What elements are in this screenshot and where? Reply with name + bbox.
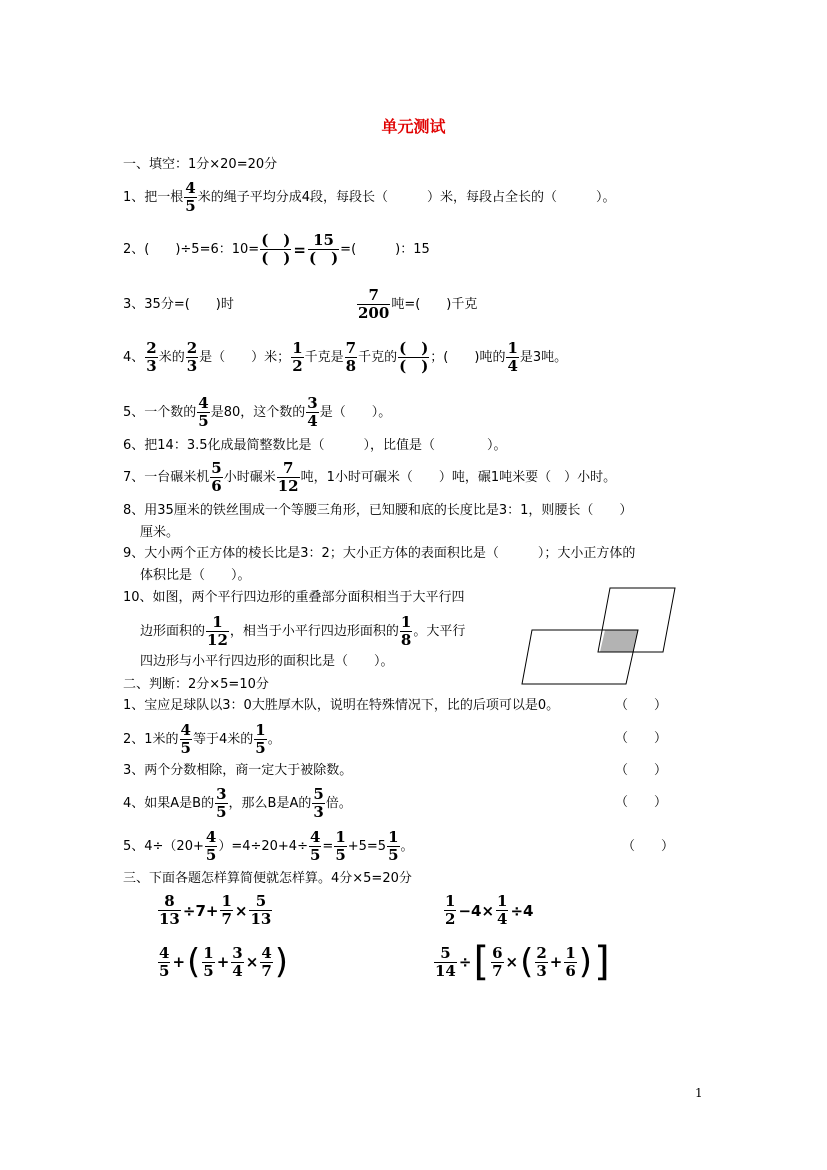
judge-4: 4、如果A是B的 $\frac{3}{5}$ ，那么B是A的 $\frac{5}{3}$ 倍。	[123, 785, 352, 821]
question-4: 4、 $\frac{2}{3}$ 米的 $\frac{2}{3}$ 是（ ）米； $\frac{1}{2}$ 千克是 $\frac{7}{8}$ 千克的 $\frac{( )}{( )}$ ；( )吨的 $\frac{1}{4}$ 是3吨。	[123, 339, 568, 375]
judge-3: 3、两个分数相除，商一定大于被除数。	[123, 763, 353, 778]
section-judgement: 二、判断：2分×5=10分	[123, 677, 269, 692]
judge-2: 2、1米的 $\frac{4}{5}$ 等于4米的 $\frac{1}{5}$ 。	[123, 721, 281, 757]
calc-3: $\frac{4}{5}$ +( $\frac{1}{5}$ + $\frac{3}{4}$ × $\frac{4}{7}$ )	[159, 942, 289, 982]
section-calculation: 三、下面各题怎样算简便就怎样算。4分×5=20分	[123, 871, 412, 886]
judge-2-paren: （ ）	[615, 731, 668, 746]
judge-1-paren: （ ）	[615, 698, 668, 713]
question-6: 6、把14：3.5化成最简整数比是（ ），比值是（ ）。	[123, 438, 507, 453]
question-2: 2、( )÷5=6：10= $\frac{( )}{( )}$ = $\frac{15}{( )}$ =( )：15	[123, 231, 430, 267]
section-fill-blank: 一、填空：1分×20=20分	[123, 157, 278, 172]
question-1: 1、把一根 $\frac{4}{5}$ 米的绳子平均分成4段，每段长（ ）米，每段占全长的（ ）。	[123, 179, 616, 215]
question-9-line-2: 体积比是（ ）。	[140, 568, 251, 583]
question-7: 7、一台碾米机 $\frac{5}{6}$ 小时碾米 $\frac{7}{12}$ 吨，1小时可碾米（ ）吨，碾1吨米要（ ）小时。	[123, 459, 617, 495]
page-title: 单元测试	[381, 117, 446, 136]
fraction: $\frac{7}{200}$	[358, 286, 390, 322]
judge-3-paren: （ ）	[615, 763, 668, 778]
question-3: 3、35分=( )时 $\frac{7}{200}$ 吨=( )千克	[123, 286, 478, 322]
page-number: 1	[695, 1086, 703, 1100]
question-10-line-3: 四边形与小平行四边形的面积比是（ ）。	[140, 654, 394, 669]
judge-4-paren: （ ）	[615, 795, 668, 810]
fraction: $\frac{( )}{( )}$	[261, 231, 291, 267]
judge-5: 5、4÷（20+ $\frac{4}{5}$ ）=4÷20+4÷ $\frac{4}{5}$ = $\frac{1}{5}$ +5=5 $\frac{1}{5}$ 。	[123, 828, 414, 864]
judge-5-paren: （ ）	[622, 839, 675, 854]
fraction: $\frac{4}{5}$	[185, 179, 196, 215]
calc-2: $\frac{1}{2}$ −4× $\frac{1}{4}$ ÷4	[445, 892, 534, 928]
question-5: 5、一个数的 $\frac{4}{5}$ 是80，这个数的 $\frac{3}{4}$ 是（ ）。	[123, 394, 392, 430]
judge-1: 1、宝应足球队以3：0大胜厚木队，说明在特殊情况下，比的后项可以是0。	[123, 698, 560, 713]
question-8-line-1: 8、用35厘米的铁丝围成一个等腰三角形，已知腰和底的长度比是3：1，则腰长（ ）	[123, 503, 633, 518]
calc-4: $\frac{5}{14}$ ÷[ $\frac{6}{7}$ ×( $\frac{2}{3}$ + $\frac{1}{6}$ )]	[435, 939, 610, 985]
question-8-line-2: 厘米。	[140, 525, 180, 540]
question-9-line-1: 9、大小两个正方体的棱长比是3：2；大小正方体的表面积比是（ ）；大小正方体的	[123, 546, 636, 561]
fraction: $\frac{15}{( )}$	[308, 231, 339, 267]
overlap-area	[600, 630, 638, 652]
parallelogram-figure	[520, 582, 685, 690]
question-10-line-1: 10、如图，两个平行四边形的重叠部分面积相当于大平行四	[123, 590, 465, 605]
question-10-line-2: 边形面积的 $\frac{1}{12}$ ，相当于小平行四边形面积的 $\frac{1}{8}$ 。大平行	[140, 613, 466, 649]
calc-1: $\frac{8}{13}$ ÷7+ $\frac{1}{7}$ × $\frac{5}{13}$	[159, 892, 272, 928]
